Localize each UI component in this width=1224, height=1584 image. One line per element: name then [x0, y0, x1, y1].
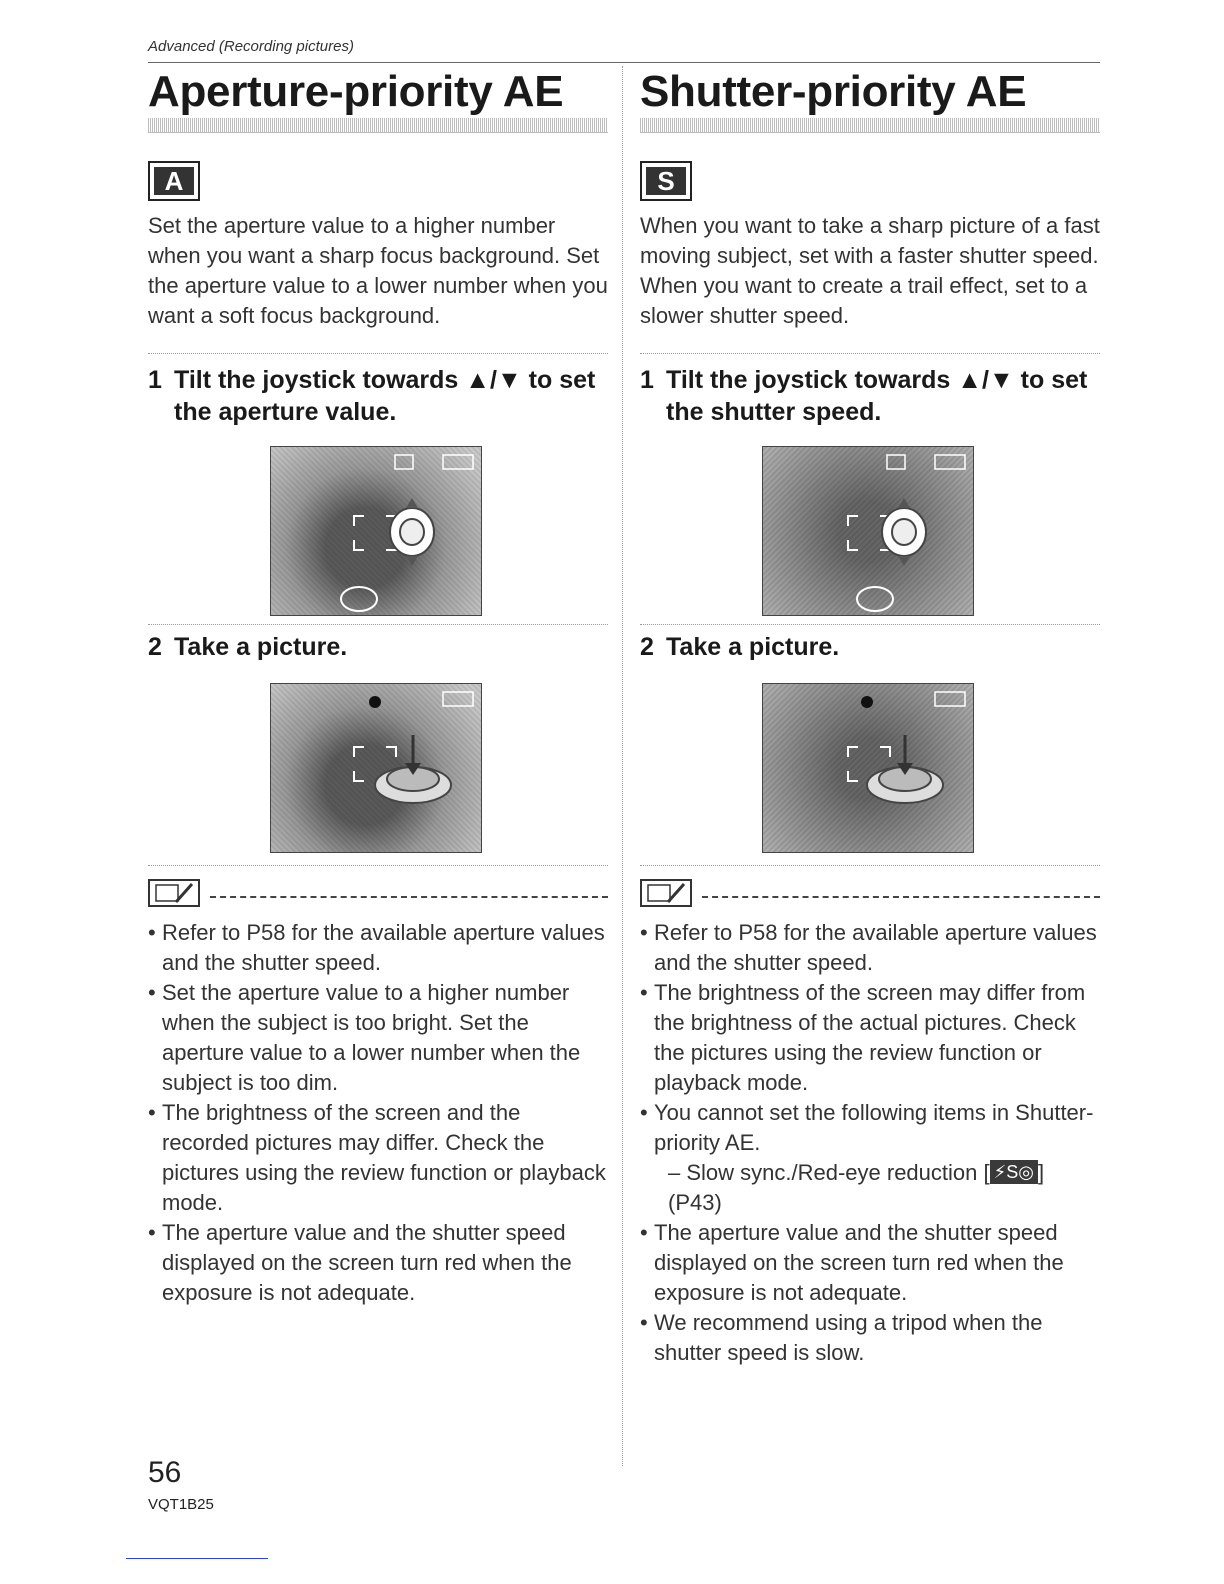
aperture-mode-icon	[148, 161, 200, 201]
step-1	[640, 364, 1100, 428]
memo-note-icon	[148, 878, 200, 908]
step-number: 2	[148, 633, 162, 661]
mode-letter: S	[657, 166, 675, 196]
step-text: Tilt the joystick towards ▲/▼ to set the aperture value.	[174, 366, 596, 426]
title-band	[148, 118, 608, 133]
step-1-figure	[640, 446, 1100, 618]
step-2	[640, 631, 1100, 663]
joystick-up-down-icon	[376, 490, 446, 570]
subnote-text: – Slow sync./Red-eye reduction [	[668, 1160, 990, 1185]
step-2	[148, 631, 608, 663]
step-1	[148, 364, 608, 428]
notes-rule	[640, 865, 1100, 866]
step-rule	[640, 353, 1100, 354]
breadcrumb: Advanced (Recording pictures)	[148, 38, 354, 55]
step-text: Take a picture.	[174, 633, 348, 661]
step-2-figure	[640, 683, 1100, 855]
notes-header	[640, 878, 1100, 912]
note-item: • The brightness of the screen may differ from the brightness of the actual pictures. Check the pictures using the review function or playback mode.	[640, 978, 1100, 1098]
step-number: 2	[640, 633, 654, 661]
section-title: Aperture-priority AE	[148, 67, 564, 116]
note-item: • Refer to P58 for the available aperture values and the shutter speed.	[640, 918, 1100, 978]
intro-text: Set the aperture value to a higher number when you want a sharp focus background. Set the aperture value to a lower number when you want a soft focus background.	[148, 213, 608, 328]
page-number: 56	[148, 1456, 182, 1489]
note-item: • Set the aperture value to a higher number when the subject is too bright. Set the aperture value to a lower number when the subject is too dim.	[148, 978, 608, 1098]
step-2-figure	[148, 683, 608, 855]
note-item: • We recommend using a tripod when the shutter speed is slow.	[640, 1308, 1100, 1368]
bottom-edge-line	[126, 1558, 268, 1559]
step-number: 1	[148, 366, 162, 394]
intro-text: When you want to take a sharp picture of a fast moving subject, set with a faster shutter speed. When you want to create a trail effect, set to a slower shutter speed.	[640, 213, 1100, 328]
step-rule	[148, 624, 608, 625]
note-subitem	[640, 1158, 1100, 1218]
step-text: Take a picture.	[666, 633, 840, 661]
notes-header	[148, 878, 608, 912]
slow-sync-red-eye-icon: ⚡S◎	[990, 1160, 1038, 1184]
notes-rule	[148, 865, 608, 866]
notes-list	[640, 918, 1100, 1368]
aperture-priority-section	[148, 66, 608, 1308]
column-divider	[622, 66, 623, 1466]
notes-dashed-rule	[702, 896, 1100, 898]
subnote-close: ]	[1037, 1160, 1045, 1185]
notes-list	[148, 918, 608, 1308]
step-1-figure	[148, 446, 608, 618]
mode-letter: A	[164, 166, 184, 196]
note-item: • Refer to P58 for the available aperture values and the shutter speed.	[148, 918, 608, 978]
document-code: VQT1B25	[148, 1496, 214, 1513]
step-rule	[640, 624, 1100, 625]
step-rule	[148, 353, 608, 354]
note-item: • The brightness of the screen and the recorded pictures may differ. Check the pictures using the review function or playback mode.	[148, 1098, 608, 1218]
shutter-mode-icon	[640, 161, 692, 201]
note-item: • You cannot set the following items in Shutter-priority AE.	[640, 1098, 1100, 1158]
joystick-up-down-icon	[868, 490, 938, 570]
memo-note-icon	[640, 878, 692, 908]
step-number: 1	[640, 366, 654, 394]
shutter-button-press-icon	[862, 733, 948, 809]
shutter-button-press-icon	[370, 733, 456, 809]
title-band	[640, 118, 1100, 133]
section-title: Shutter-priority AE	[640, 67, 1027, 116]
subnote-ref: (P43)	[668, 1190, 722, 1215]
shutter-priority-section	[640, 66, 1100, 1368]
step-text: Tilt the joystick towards ▲/▼ to set the shutter speed.	[666, 366, 1088, 426]
top-rule	[148, 62, 1100, 63]
notes-dashed-rule	[210, 896, 608, 898]
note-item: • The aperture value and the shutter speed displayed on the screen turn red when the exposure is not adequate.	[640, 1218, 1100, 1308]
note-item: • The aperture value and the shutter speed displayed on the screen turn red when the exposure is not adequate.	[148, 1218, 608, 1308]
